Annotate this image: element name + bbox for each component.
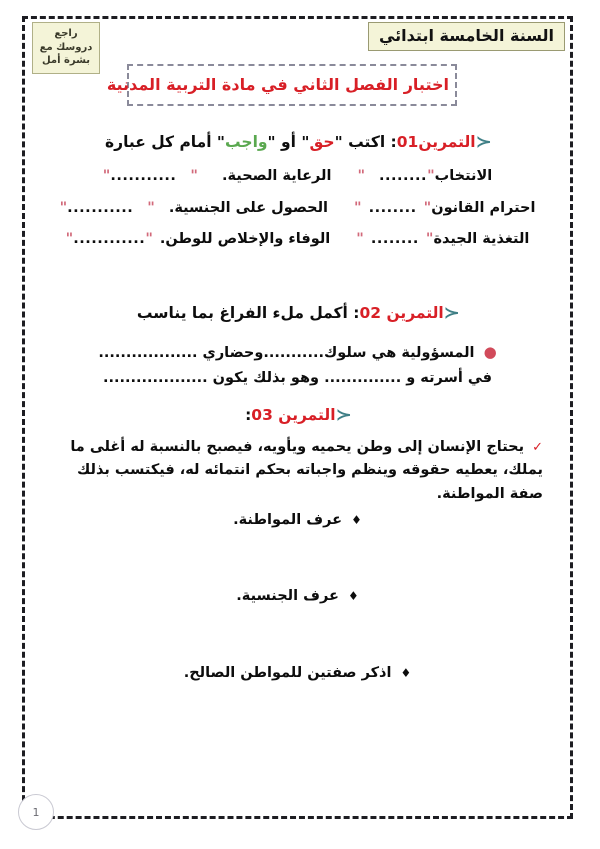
exercise-2-fill-line-2[interactable]: في أسرته و .............. وهو بذلك يكون ................... — [102, 369, 493, 386]
page-number-text: 1 — [32, 805, 40, 819]
page-header — [22, 16, 573, 96]
grade-banner — [368, 22, 565, 51]
arrow-marker-icon: ≺ — [334, 405, 352, 425]
exercise-1-prompt-after: " أمام كل عبارة — [105, 133, 226, 151]
answer-cell[interactable] — [356, 229, 529, 249]
quote-open: " — [147, 199, 155, 216]
exercise-3-paragraph-text: يحتاج الإنسان إلى وطن يحميه ويأويه، فيصبح بالنسبة له أغلى ما يملك، يعطيه حقوقه وينظم واجباته بحكم انتمائه له، فيكتسب بذلك صفة المواطنة. — [70, 438, 543, 502]
answer-blank[interactable]: ........ — [379, 168, 428, 185]
exercise-1-word-right: حق — [309, 133, 335, 151]
quote-close: " — [356, 230, 364, 247]
exercise-3-question[interactable] — [34, 586, 561, 606]
quote-open: " — [427, 168, 435, 185]
quote-close: " — [65, 230, 74, 247]
quote-open: " — [190, 168, 198, 185]
exercise-2-label: التمرين 02 — [359, 304, 444, 323]
arrow-marker-icon: ≺ — [474, 132, 492, 151]
answer-cell[interactable] — [357, 166, 492, 186]
answer-blank[interactable]: ............ — [73, 230, 146, 247]
quote-close: " — [354, 199, 362, 216]
exercise-3-prompt: : — [245, 406, 252, 425]
bullet-dot-icon: ● — [483, 343, 497, 362]
exercise-2-fill-line-1[interactable]: المسؤولية هي سلوك...........وحضاري .................. — [98, 345, 475, 362]
quote-open: " — [145, 230, 153, 247]
diamond-bullet-icon: ♦ — [351, 513, 362, 528]
exam-title: اختبار الفصل الثاني في مادة التربية المدنية — [106, 75, 449, 94]
answer-cell[interactable] — [66, 229, 331, 249]
page-number-badge — [18, 794, 54, 830]
exercise-3-question-text: اذكر صفتين للمواطن الصالح. — [183, 664, 392, 681]
answer-blank[interactable]: ........... — [110, 168, 177, 185]
statement-text: الحصول على الجنسية. — [168, 199, 328, 216]
quote-open: " — [423, 199, 432, 216]
exercise-3-label: التمرين 03 — [251, 406, 336, 425]
exercise-2-prompt: : أكمل ملء الفراغ بما يناسب — [136, 304, 360, 323]
exercise-1-label: التمرين01 — [396, 133, 476, 151]
statement-text: احترام القانون — [431, 199, 536, 216]
arrow-marker-icon: ≺ — [443, 303, 460, 323]
quote-close: " — [59, 199, 68, 216]
diamond-bullet-icon: ♦ — [347, 589, 359, 604]
exercise-1-row — [34, 166, 561, 186]
exercise-1-row — [34, 198, 561, 218]
exercise-3-question-text: عرف الجنسية. — [236, 588, 339, 605]
answer-cell[interactable] — [60, 198, 328, 218]
quote-close: " — [102, 168, 111, 185]
exercise-3-paragraph — [34, 436, 561, 506]
statement-text: الرعاية الصحية. — [221, 168, 332, 185]
exercise-1-rows — [34, 166, 561, 249]
exercise-2-header — [34, 301, 561, 325]
quote-close: " — [357, 168, 365, 185]
exercise-3-question[interactable] — [34, 510, 561, 530]
exercise-3-question-text: عرف المواطنة. — [233, 512, 343, 529]
exercise-1-prompt-before: : اكتب " — [334, 133, 397, 151]
review-badge-line-2: دروسك مع — [39, 41, 93, 53]
exercise-2-item — [34, 341, 561, 364]
statement-text: التغذية الجيدة — [433, 230, 530, 247]
grade-banner-text: السنة الخامسة ابتدائي — [378, 26, 554, 45]
answer-blank[interactable]: ........ — [368, 199, 417, 216]
exam-title-box — [106, 64, 457, 106]
check-mark-icon: ✓ — [532, 439, 543, 455]
exercise-1-row — [34, 229, 561, 249]
answer-blank[interactable]: ........... — [67, 199, 134, 216]
exercise-3-header — [34, 403, 561, 427]
answer-blank[interactable]: ........ — [370, 230, 419, 247]
exercise-1-prompt-mid: " أو " — [267, 133, 310, 151]
exercise-1-header — [34, 130, 561, 154]
answer-cell[interactable] — [103, 166, 332, 186]
diamond-bullet-icon: ♦ — [400, 665, 412, 680]
review-badge-line-1: راجع — [54, 28, 78, 39]
review-badge-line-3: بشرة أمل — [41, 55, 91, 66]
worksheet-content — [34, 130, 561, 683]
statement-text: الوفاء والإخلاص للوطن. — [159, 230, 331, 247]
answer-cell[interactable] — [354, 198, 535, 218]
exercise-2-item — [34, 367, 561, 389]
exercise-1-word-duty: واجب — [225, 133, 268, 151]
quote-open: " — [425, 230, 434, 247]
review-badge — [32, 22, 100, 74]
exercise-3-question[interactable] — [34, 663, 561, 683]
statement-text: الانتخاب — [434, 168, 493, 185]
